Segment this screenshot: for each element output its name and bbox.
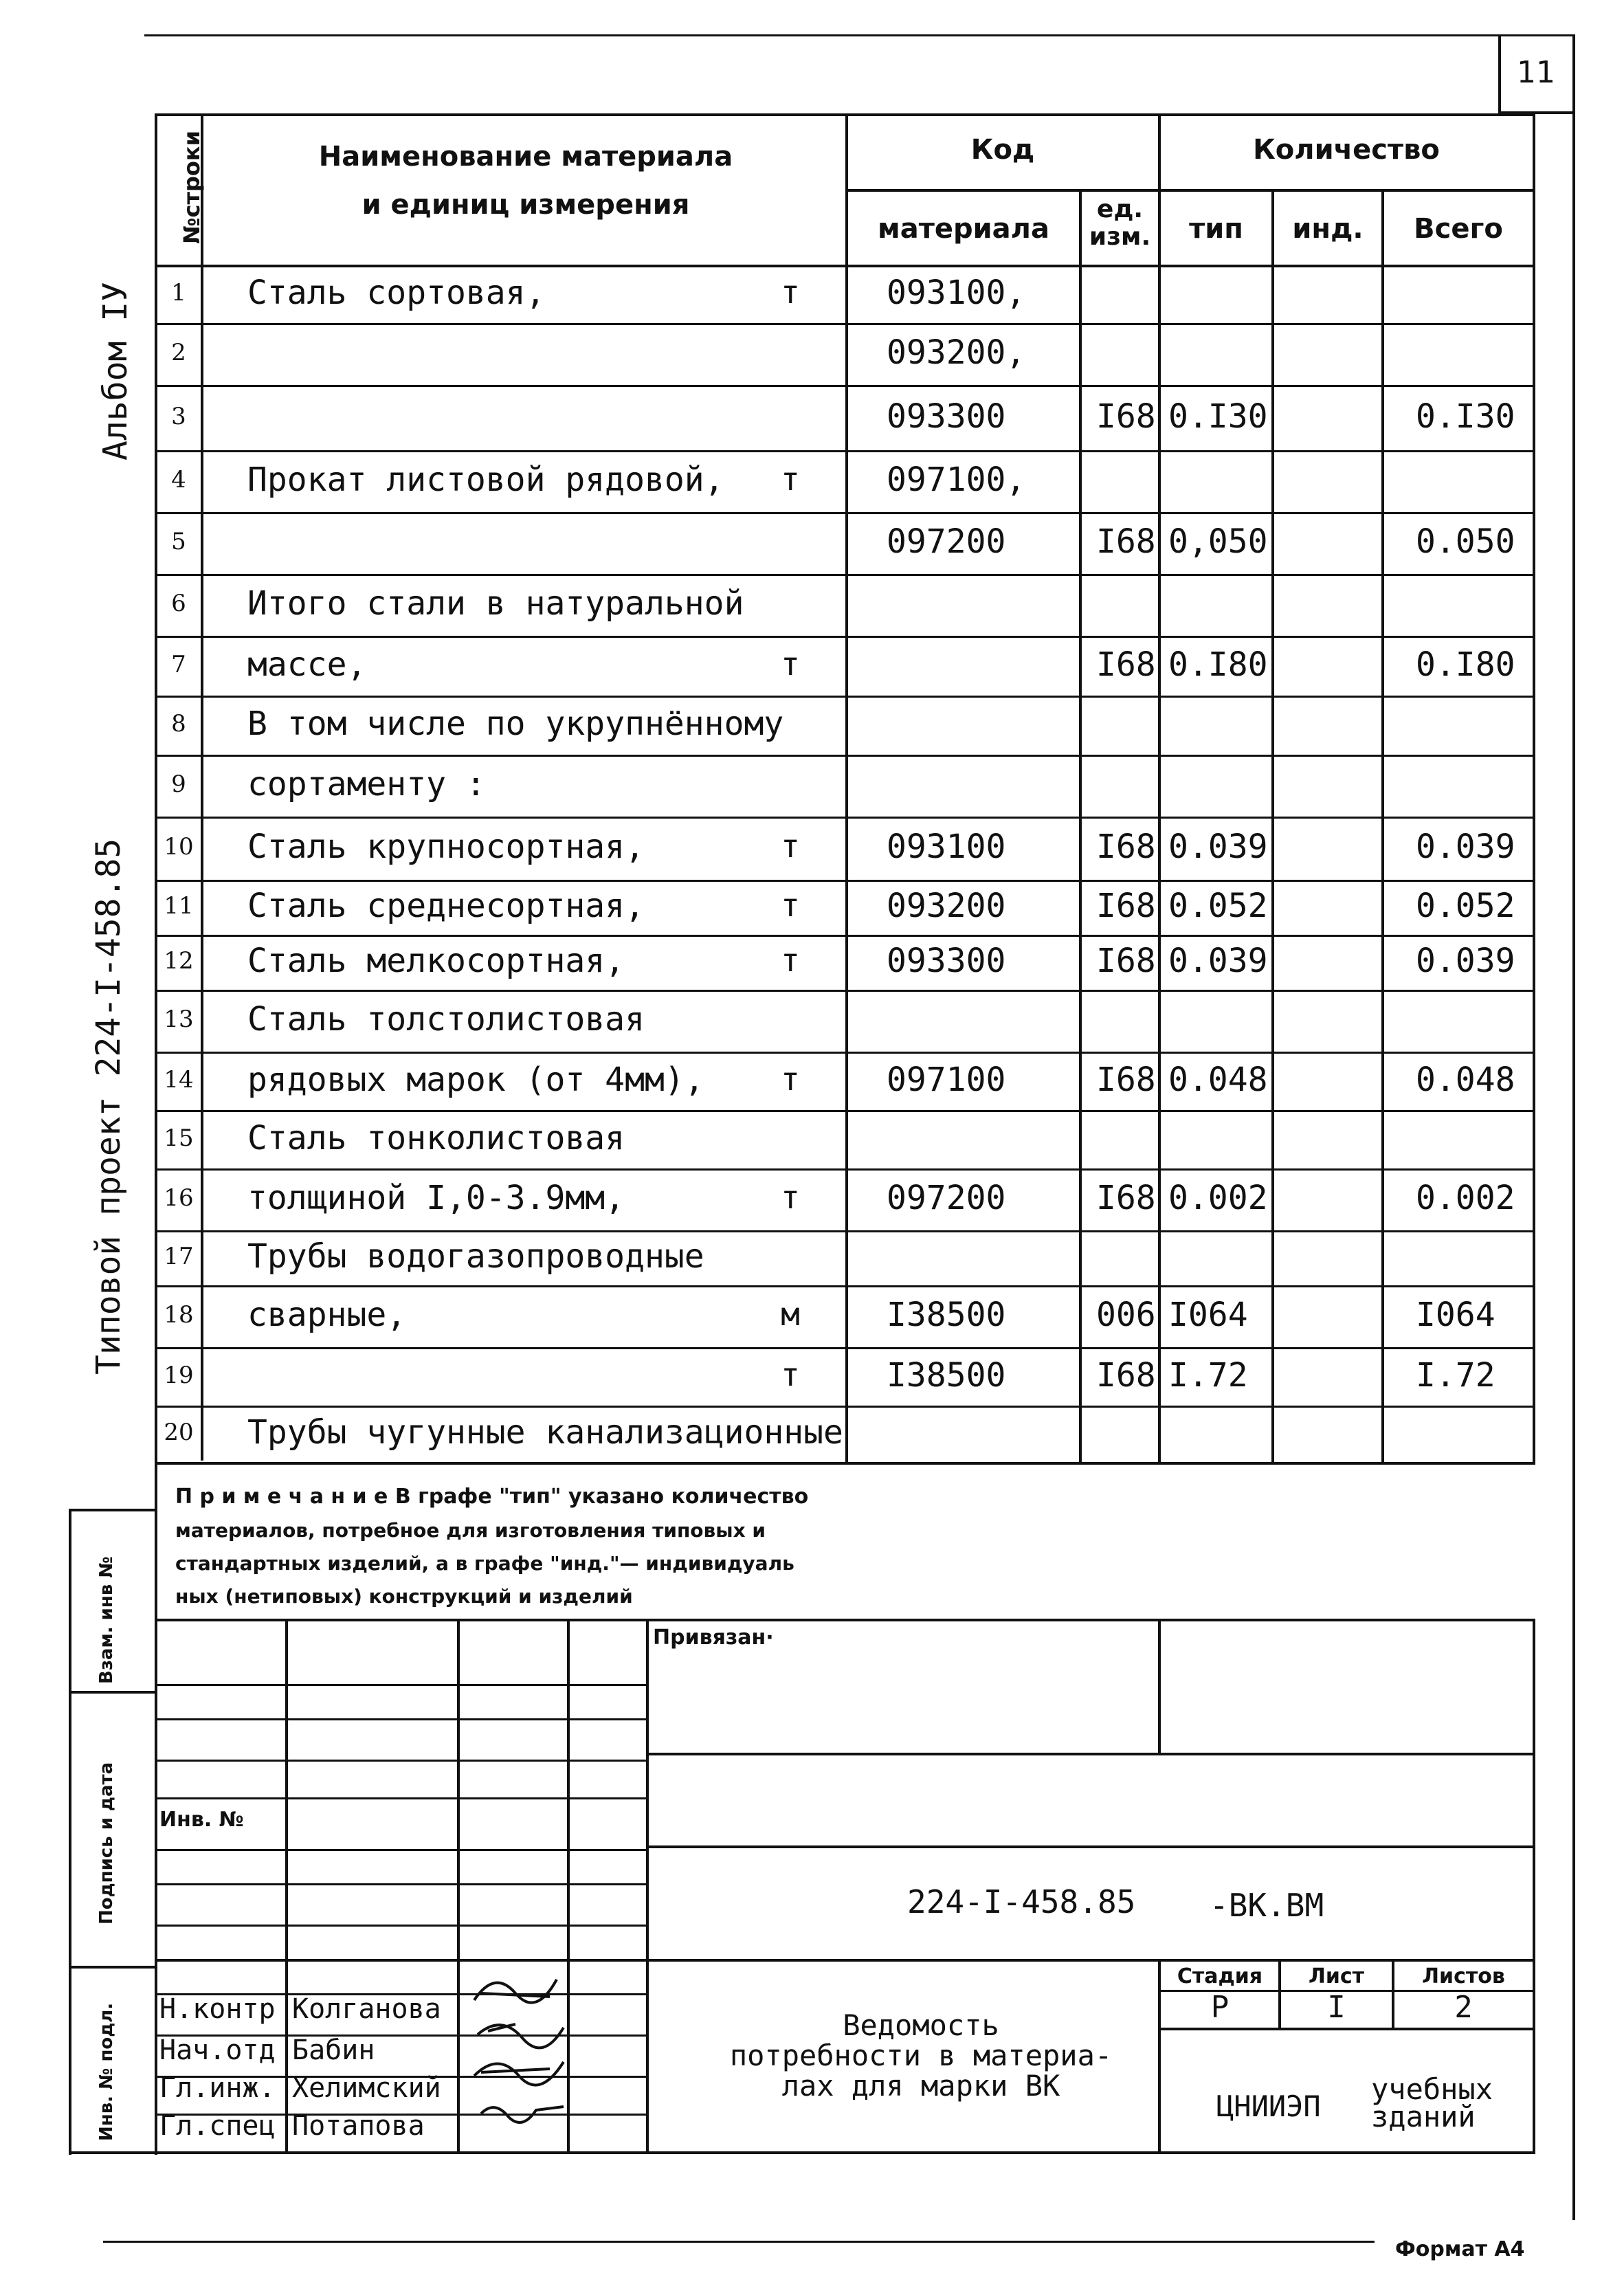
unit-code: I68 [1096, 522, 1156, 561]
material-name: Сталь мелкосортная, [247, 942, 625, 980]
privyazan-label: Привязан· [653, 1626, 774, 1650]
header-code-group: Код [970, 134, 1035, 166]
material-name: Сталь сортовая, [247, 273, 546, 312]
org-sub-line2: зданий [1371, 2100, 1476, 2133]
qty-type: 0,050 [1168, 522, 1268, 561]
qty-type: 0.002 [1168, 1179, 1268, 1217]
material-unit: т [781, 942, 800, 979]
material-unit: т [781, 1060, 800, 1098]
row-number: 19 [164, 1361, 194, 1389]
stage-value: Р [1210, 1990, 1230, 2025]
row-number: 4 [171, 466, 186, 494]
qty-total: 0.052 [1416, 887, 1515, 925]
material-unit: т [781, 1179, 800, 1216]
tb-vert-stage [1158, 1959, 1161, 2151]
header-qty-ind: инд. [1292, 213, 1364, 245]
row-separator [155, 574, 1535, 576]
material-unit: т [781, 273, 800, 311]
header-bottom-line [155, 265, 1535, 267]
row-number: 8 [171, 710, 186, 738]
org-name: ЦНИИЭП [1216, 2089, 1321, 2123]
unit-code: I68 [1096, 942, 1156, 980]
material-code: 093300 [887, 942, 1006, 980]
doc-title-line3: лах для марки ВК [781, 2069, 1060, 2103]
row-number: 10 [164, 833, 194, 861]
sheet-label: Лист [1308, 1964, 1365, 1988]
col-total-border [1533, 113, 1535, 1464]
material-code: 093300 [887, 397, 1006, 436]
sheets-value: 2 [1454, 1990, 1473, 2025]
material-name: Сталь крупносортная, [247, 828, 645, 866]
format-label: Формат А4 [1395, 2237, 1525, 2261]
material-code: I38500 [887, 1355, 1006, 1395]
row-separator [155, 696, 1535, 698]
margin-strip-top [69, 1509, 157, 1511]
material-unit: м [781, 1296, 800, 1333]
tb-grid-line [155, 1684, 646, 1686]
doc-title [687, 2010, 1155, 2101]
material-name: сортаменту : [247, 765, 486, 803]
qty-total: 0.039 [1416, 828, 1515, 866]
header-code-unit-line2: изм. [1089, 223, 1151, 251]
margin-strip-left [69, 1509, 71, 2155]
qty-total: 0.050 [1416, 522, 1515, 561]
row-number: 20 [164, 1419, 194, 1446]
qty-type: 0.I80 [1168, 645, 1268, 684]
material-name: Прокат листовой рядовой, [247, 461, 724, 499]
row-separator [155, 323, 1535, 325]
qty-total: 0.048 [1416, 1060, 1515, 1099]
header-code-material: материала [878, 213, 1049, 245]
unit-code: 006 [1096, 1296, 1156, 1334]
col-unit-border [1158, 113, 1161, 1464]
qty-type: 0.039 [1168, 828, 1268, 866]
signer-role: Гл.инж. [159, 2072, 276, 2104]
material-unit: т [781, 828, 800, 865]
frame-right [1572, 34, 1575, 2220]
col-ind-border [1381, 189, 1384, 1464]
row-number: 9 [171, 770, 186, 798]
doc-title-line1: Ведомость [843, 2008, 999, 2042]
note-line2: материалов, потребное для изготовления типовых и [175, 1519, 766, 1542]
side-project-label: Типовой проект 224-I-458.85 [89, 838, 128, 1375]
material-unit: т [781, 645, 800, 683]
tb-grid-line [155, 1718, 646, 1720]
row-separator [155, 935, 1535, 937]
table-top-border [155, 113, 1535, 116]
margin-vzam: Взам. инв № [96, 1556, 117, 1684]
material-name: рядовых марок (от 4мм), [247, 1060, 704, 1099]
margin-strip-sep1 [69, 1691, 157, 1694]
unit-code: I68 [1096, 645, 1156, 684]
material-name: Трубы чугунные канализационные [247, 1413, 843, 1452]
tb-stage-bottom [1158, 2028, 1535, 2030]
col-material-border [1079, 189, 1082, 1464]
tb-top-line [155, 1619, 1535, 1621]
note-line4: ных (нетиповых) конструкций и изделий [175, 1585, 633, 1608]
signature-scribbles [467, 1966, 577, 2151]
unit-code: I68 [1096, 887, 1156, 925]
doc-code: 224-I-458.85 [907, 1883, 1136, 1920]
doc-suffix: -ВК.ВМ [1210, 1887, 1324, 1924]
material-unit: т [781, 1355, 800, 1393]
col-type-border [1271, 189, 1274, 1464]
doc-title-line2: потребности в материа- [729, 2039, 1113, 2072]
row-number: 16 [164, 1184, 194, 1212]
tb-priv-bottom [646, 1753, 1535, 1755]
material-unit: т [781, 461, 800, 498]
tb-vert-right [1533, 1619, 1535, 2151]
qty-total: 0.002 [1416, 1179, 1515, 1217]
tb-grid-line [155, 1883, 646, 1885]
margin-invpodl: Инв. № подл. [96, 2002, 117, 2141]
row-separator [155, 512, 1535, 514]
row-separator [155, 450, 1535, 452]
sheets-label: Листов [1422, 1964, 1505, 1988]
material-code: 093100, [887, 273, 1026, 312]
header-name-line2: и единиц измерения [361, 189, 690, 221]
qty-type: I064 [1168, 1296, 1248, 1334]
row-separator [155, 1168, 1535, 1171]
material-name: В том числе по укрупнённому [247, 705, 784, 743]
signer-role: Гл.спец [159, 2110, 276, 2142]
header-qty-type: тип [1189, 213, 1243, 245]
material-name: Сталь тонколистовая [247, 1118, 625, 1157]
row-number: 1 [171, 278, 186, 307]
qty-total: 0.039 [1416, 942, 1515, 980]
tb-code-top [646, 1845, 1535, 1848]
tb-grid-line [155, 1797, 646, 1799]
row-number: 12 [164, 947, 194, 975]
stage-label: Стадия [1177, 1964, 1263, 1988]
header-split-line [845, 189, 1535, 192]
note-line3: стандартных изделий, а в графе "инд."— индивидуаль [175, 1552, 794, 1575]
material-unit: т [781, 887, 800, 924]
table-bottom-border [155, 1462, 1535, 1465]
qty-type: 0.052 [1168, 887, 1268, 925]
header-name-line1: Наименование материала [318, 141, 733, 173]
row-separator [155, 385, 1535, 387]
row-number: 2 [171, 339, 186, 366]
note-line1: П р и м е ч а н и е В графе "тип" указано количество [175, 1485, 809, 1509]
qty-type: 0.I30 [1168, 397, 1268, 436]
material-code: 093100 [887, 828, 1006, 866]
org-sub-line1: учебных [1371, 2072, 1493, 2106]
page-bottom-dash [103, 2241, 1375, 2243]
row-separator [155, 1110, 1535, 1112]
material-name: Сталь среднесортная, [247, 887, 645, 925]
header-qty-group: Количество [1253, 134, 1440, 166]
row-separator [155, 817, 1535, 819]
header-code-unit [1082, 196, 1158, 251]
row-number: 5 [171, 528, 186, 555]
row-separator [155, 990, 1535, 992]
row-separator [155, 636, 1535, 638]
margin-strip-sep2 [69, 1966, 157, 1969]
signer-role: Нач.отд [159, 2034, 276, 2066]
row-separator [155, 1230, 1535, 1232]
org-sub [1371, 2072, 1493, 2133]
side-album-label: Альбом IУ [96, 281, 135, 461]
material-code: 093200, [887, 333, 1026, 372]
row-number: 15 [164, 1124, 194, 1152]
col-rownum-border [201, 113, 203, 1461]
material-code: 097100 [887, 1060, 1006, 1099]
tb-grid-line [155, 1925, 646, 1927]
material-code: 097200 [887, 1179, 1006, 1217]
row-separator [155, 755, 1535, 757]
signer-role: Н.контр [159, 1993, 276, 2025]
signer-name: Потапова [292, 2110, 425, 2142]
margin-podpis: Подпись и дата [96, 1762, 117, 1925]
material-code: 097200 [887, 522, 1006, 561]
material-code: 093200 [887, 887, 1006, 925]
row-number: 13 [164, 1006, 194, 1033]
material-name: массе, [247, 645, 367, 684]
tb-grid-line [155, 1849, 646, 1851]
signer-name: Колганова [292, 1993, 441, 2025]
unit-code: I68 [1096, 1179, 1156, 1217]
unit-code: I68 [1096, 828, 1156, 866]
row-separator [155, 1347, 1535, 1349]
row-number: 11 [164, 892, 194, 920]
unit-code: I68 [1096, 1355, 1156, 1395]
qty-type: 0.048 [1168, 1060, 1268, 1099]
inv-no-label: Инв. № [159, 1808, 258, 1832]
row-number: 18 [164, 1301, 194, 1329]
row-number: 7 [171, 650, 186, 678]
row-number: 14 [164, 1065, 194, 1094]
header-qty-total: Всего [1414, 213, 1503, 245]
row-separator [155, 1285, 1535, 1287]
row-separator [155, 1406, 1535, 1408]
sheet-corner-number: 11 [1517, 55, 1555, 90]
frame-top [144, 34, 1574, 36]
title-block-bottom [69, 2151, 1535, 2154]
row-number: 6 [171, 590, 186, 617]
header-row-number: №строки [179, 130, 205, 244]
unit-code: I68 [1096, 1060, 1156, 1099]
material-name: Трубы водогазопроводные [247, 1237, 704, 1276]
row-separator [155, 1052, 1535, 1054]
material-name: толщиной I,0-3.9мм, [247, 1179, 625, 1217]
corner-box-divider [1498, 36, 1501, 113]
tb-code-bottom [155, 1959, 1535, 1962]
qty-type: I.72 [1168, 1355, 1248, 1395]
qty-total: 0.I80 [1416, 645, 1515, 684]
tb-vert-priv [1158, 1619, 1161, 1753]
row-number: 17 [164, 1243, 194, 1270]
tb-vert-main [646, 1619, 649, 2151]
material-code: 097100, [887, 461, 1026, 499]
signer-name: Хелимский [292, 2072, 441, 2104]
material-name: Итого стали в натуральной [247, 584, 744, 623]
row-number: 3 [171, 402, 186, 430]
qty-total: 0.I30 [1416, 397, 1515, 436]
qty-total: I064 [1416, 1296, 1495, 1334]
header-code-unit-line1: ед. [1096, 195, 1144, 223]
unit-code: I68 [1096, 397, 1156, 436]
row-separator [155, 880, 1535, 882]
qty-total: I.72 [1416, 1355, 1495, 1395]
material-code: I38500 [887, 1296, 1006, 1334]
sheet-value: I [1327, 1990, 1346, 2025]
signer-name: Бабин [292, 2034, 375, 2066]
material-name: Сталь толстолистовая [247, 1000, 645, 1039]
col-name-border [845, 113, 848, 1464]
tb-grid-line [155, 1760, 646, 1762]
qty-type: 0.039 [1168, 942, 1268, 980]
material-name: сварные, [247, 1296, 407, 1334]
